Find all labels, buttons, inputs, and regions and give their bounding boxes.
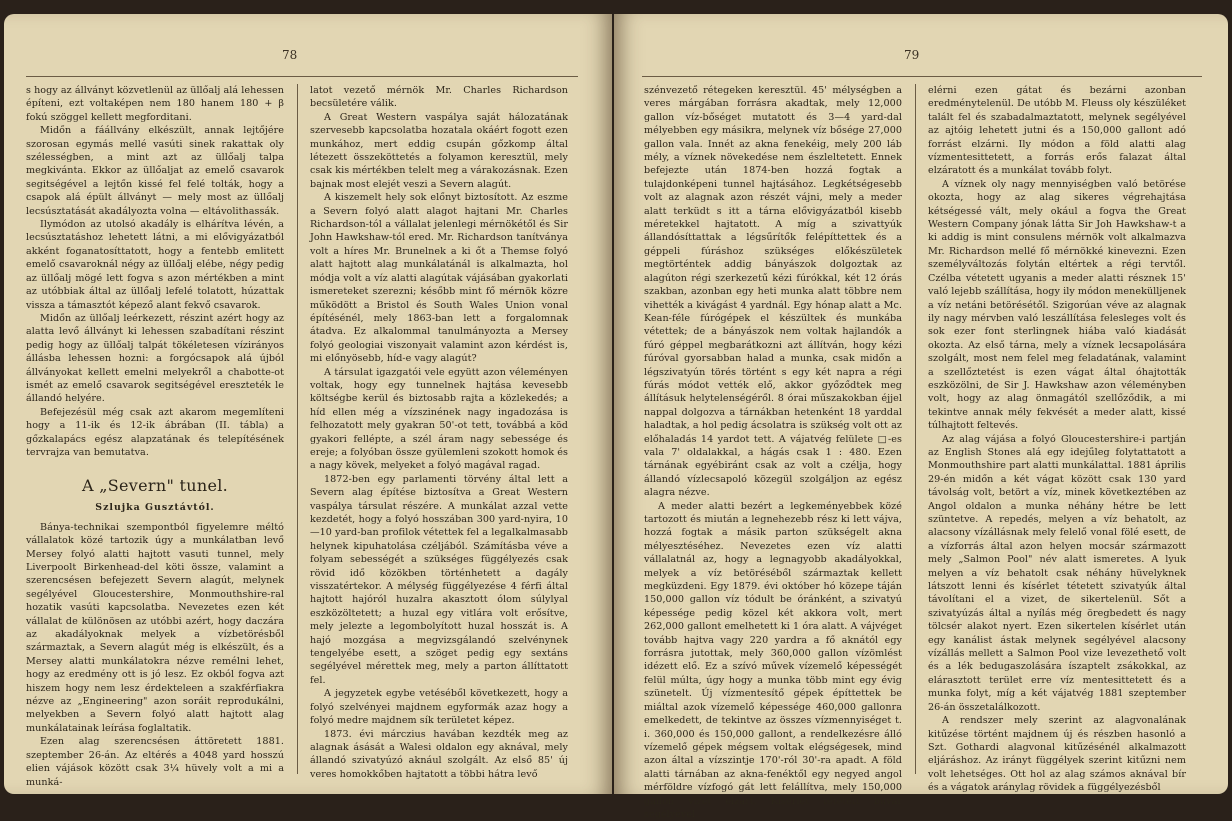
article-title: A „Severn" tunel. xyxy=(81,476,229,496)
paragraph: Midőn a fáállvány elkészült, annak lejtőjére szorosan egymás mellé vasúti sinek rakattak oly szélességben, a mint azt az üllőalj talpa megkivánta. Ekkor az üllőaljat az emelő csavarok segitségével a lejtőn kissé fel felé tolták, hogy a csapok alá épült állványt — mely most az üllőalj lecsúsztatását akadályozta volna — eltávolithassák. xyxy=(26,125,284,217)
paragraph: A jegyzetek egybe vetéséből következett, hogy a folyó szelvényei majdnem egyformák azaz hogy a folyó medre majdnem sík területet képez. xyxy=(310,688,568,727)
paragraph: Ezen alag szerencsésen áttöretett 1881. szeptember 26-án. Az eltérés a 4048 yard hosszú elien vájások között csak 3¼ hüvely volt a mi a munká- xyxy=(26,736,284,788)
paragraph: 1872-ben egy parlamenti törvény által lett a Severn alag építése biztosítva a Great Western vaspálya társulat részére. A munkálat azzal vette kezdetét, hogy a folyó hosszában 300 yard-nyira, 10—10 yard-ban profilok vétettek fel a legalkalmasabb helynek kipuhatolása czéljából. Számításba véve a folyam sebességét a szükséges függélyezés csak rövid idő közökben történhetett a dagály visszatértekor. A mélység függélyezése 4 férfi által hajtott hajóról huzalra akasztott ólom súlylyal eszközöltetett; a huzal egy vitlára volt erősítve, mely jelezte a legombolyított huzal hosszát is. A hajó mozgása a megvizsgálandó szelvénynek tengelyébe esett, a szöget pedig egy sextáns segélyével mérettek meg, mely a parton állíttatott fel. xyxy=(310,473,568,686)
paragraph: szénvezető rétegeken keresztül. 45' mélységben a veres márgában forrásra akadtak, mely 12,000 gallon víz-bőséget mutatott és 3—4 yard-dal mélyebben egy másikra, melynek víz bősége 27,000 gallon vala. Innét az akna fenekéig, mely 200 láb mély, a víznek növekedése nem észleltetett. Ennek befejezte után 1874-ben hozzá fogtak a tulajdonképeni tunnel hajtásához. Legkétségesebb volt az alagnak azon részét vájni, mely a meder alatt terküdt s itt a tárna elővigyázatból kisebb méretekkel hajtatott. A míg a szivattyúk állandósíttattak a légsűrítők felépíttettek és a géppeli fúráshoz szükséges előkészületek megtörténtek addig bányászok dolgoztak az alagúton régi szerkezetű kézi fúrókkal, két 12 órás szakban, azonban egy heti munka alatt többre nem vihették a kivágást 4 yardnál. Egy hónap alatt a Mc. Kean-féle fúrógépek el készültek és munkába vétettek; de a bányászok nem voltak hajlandók a fúró géppel megbarátkozni azt állítván, hogy kézi fúróval gyorsabban halad a munka, csak midőn a légszivatyún törés történt s egy két napra a régi fúrás módot vették elő, akkor győződtek meg állításuk helytelenségéről. 8 órai műszakokban éjjel nappal dolgozva a tárnákban hetenként 18 yarddal haladtak, a hol pedig ácsolatra is szükség volt ott az előhaladás 14 yardot tett. A vájatvég felülete □-es vala 7' oldalakkal, a hágás csak 1 : 480. Ezen tárnának egyébiránt csak az volt a czélja, hogy állandó vízlecsapoló közegül szolgáljon az egész alagra nézve. xyxy=(644,85,902,499)
paragraph: Midőn az üllőalj leérkezett, részint azért hogy az alatta levő állványt ki lehessen szabadítani részint pedig hogy az üllőalj talpát tökéletesen vízirányos állásba lehessen hozni: a forgócsapok alá újból állványokat kellett emelni melyekről a chabotte-ot ismét az emelő csavarok segitségével ereszteték le állandó helyére. xyxy=(26,312,284,405)
paragraph: A társulat igazgatói vele együtt azon véleményen voltak, hogy egy tunnelnek hajtása kevesebb költségbe kerül és biztosabb rajta a közlekedés; a híd ellen még a vízszinének nagy ingadozása is felhozatott mely gyakran 50'-ot tett, továbbá a köd gyakori fellépte, a szél áram nagy sebessége és ereje; a folyóban össze gyülemleni szokott homok és a nagy kövek, melyeket a folyó magával ragad. xyxy=(310,366,568,472)
paragraph: latot vezető mérnök Mr. Charles Richardson becsületére válik. xyxy=(310,85,568,110)
header-rule xyxy=(642,76,1202,77)
page-number-right: 79 xyxy=(904,48,920,62)
paragraph: Az alag vájása a folyó Gloucestershire-i partján az English Stones alá egy idejűleg folytattatott a Monmouthshire part alatti munkálattal. 1881 április 29-én midőn a két vágat között csak 130 yard távolság volt, betört a víz, minek következtében az Angol oldalon a munka néhány hétre be lett szüntetve. A repedés, melyen a víz behatolt, az alacsony vízállásnak mely felelő vonal fölé esett, de a vízforrás által azon helyen mocsár származott mely „Salmon Pool" név alatt ismeretes. A lyuk melyen a víz behatolt csak néhány hüvelyknek látszott lenni és kísérlet tétetett szivatyúk által távolítani el a vizet, de sikertelenül. Sőt a szivatyúzás által a nyílás még öregbedett és nagy tölcsér alakot nyert. Ezen sikertelen kísérlet után egy kanálist ástak melynek segélyével alacsony vízállás mellett a Salmon Pool vize levezethető volt és a lék bedugaszolására íszaptelt zsákokkal, az elárasztott terület erre víz mentesittetett és a munka folyt, míg a két vájatvég 1881 szeptember 26-án összetalálkozott. xyxy=(928,433,1186,713)
paragraph: Ilymódon az utolsó akadály is elhárítva lévén, a lecsúsztatáshoz lehetett látni, a mi elővigyázatból akként foganatosíttatott, hogy a fentebb emlitett emelő csavaroknál négy az üllőalj elébe, négy pedig az üllőalj mögé lett fogva s azon mértékben a mint az utóbbiak által az üllőalj lefelé tolatott, húzattak vissza a támasztót képező alant fekvő csavarok. xyxy=(26,219,284,311)
page-number-left: 78 xyxy=(282,48,298,62)
right-page xyxy=(614,14,1228,820)
article-author: Szlujka Gusztávtól. xyxy=(95,502,215,514)
left-page xyxy=(4,14,612,794)
right-column-1 xyxy=(644,84,902,821)
paragraph: A rendszer mely szerint az alagvonalának kitűzése történt majdnem új és részben hasonló a Szt. Gothardi alagvonal kitűzésénél alkalmazott eljáráshoz. Az irányt függélyek szerint kitűzni nem volt lehetséges. Ott hol az alag számos aknával bír és a vágatok aránylag rövidek a függélyezésből xyxy=(928,715,1186,794)
left-column-2 xyxy=(310,84,568,781)
paragraph: Bánya-technikai szempontból figyelemre méltó vállalatok közé tartozik úgy a munkálatban levő Mersey folyó alatti hajtott vasuti tunnel, mely Liverpoolt Birkenhead-del köti össze, valamint a szerencsésen befejezett Severn alagút, melynek segélyével Gloucestershire, Monmouthshire-ral hozatik vasúti kapcsolatba. Nevezetes ezen két vállalat de különösen az utóbbi azért, hogy daczára az akadályoknak melyek a vízbetörésből származtak, a Severn alagút még is elkészült, és a Mersey alatti munkálatokra nézve remélni lehet, hogy az eredmény ott is jó lesz. Ez okból fogva azt hiszem hogy nem lesz érdekteleen a szakférfiakra nézve az „Engineering" azon soráit reprodukálni, melyekben a Severn folyó alatt hajtott alag munkálatainak leírása foglaltatik. xyxy=(26,521,284,734)
column-divider xyxy=(297,84,298,774)
header-rule xyxy=(26,76,578,77)
paragraph: A Great Western vaspálya saját hálozatának szervesebb kapcsolatba hozatala okáért fogott ezen munkához, mert eddig csupán gőzkomp által létezett összeköttetés a folyamon keresztül, mely csak kis mértékben telelt meg a várakozásnak. Ezen bajnak most elejét veszi a Severn alagút. xyxy=(310,111,568,190)
right-column-2 xyxy=(928,84,1186,795)
paragraph: Befejezésül még csak azt akarom megemlíteni hogy a 11-ik és 12-ik ábrában (II. tábla) a gőzkalapács egész alapzatának és telepítésének tervrajza van bemutatva. xyxy=(26,406,284,458)
paragraph: s hogy az állványt közvetlenül az üllőalj alá lehessen építeni, ezt voltaképen nem 180 hanem 180 + β fokú szöggel kellett megforditani. xyxy=(26,85,284,123)
paragraph: A meder alatti bezért a legkeményebbek közé tartozott és miután a legnehezebb rész ki lett vájva, hozzá fogtak a másik parton szükségelt akna mélyesztéséhez. Nevezetes ezen víz alatti vállalatnál az, hogy a legnagyobb akadályokkal, melyek a víz betöréséből származtak kellett megküzdeni. Egy 1879. évi október hó közepe táján 150,000 gallon víz tódult be óránként, a szivatyú képessége pedig közel két akkora volt, mert 262,000 gallont emelhetett ki 1 óra alatt. A vájvéget tovább hajtva vagy 220 yardra a fő aknától egy forrásra jutottak, mely 360,000 gallon vízömlést idézett elő. Ez a szívó művek vízemelő képességét felül múlta, úgy hogy a munka több mint egy évig szünetelt. Új vízmentesítő gépek építtettek be miáltal azok vízemelő képessége 460,000 gallonra emelkedett, de tekintve az összes vízmennyiséget t. i. 360,000 és 150,000 gallont, a rendelkezésre álló vízemelő gépek mégsem voltak elégségesek, mind azon által a vízszintje 170'-ról 30'-ra apadt. A föld alatti tárnában az akna-fenéktől egy negyed angol mérföldre vízfogó gát lett felállítva, mely 150,000 gallon vizet elzárt. Kisérlet tétetett buvár segélyével xyxy=(644,500,902,820)
left-column-1 xyxy=(26,84,284,789)
paragraph: 1873. évi márczius havában kezdték meg az alagnak ásását a Walesi oldalon egy aknával, mely állandó szivatyúzó aknául szolgált. Az első 85' új veres homokkőben hajtatott a többi hátra levő xyxy=(310,728,568,780)
paragraph: A víznek oly nagy mennyiségben való betörése okozta, hogy az alag sikeres végrehajtása kétségessé vált, mely okául a fogva the Great Western Company jónak látta Sir Joh Hawkshaw-t a ki addig is mint consulens mérnök volt alkalmazva Mr. Richardson mellé fő mérnökké kinevezni. Ezen személyváltozás folytán eltértek a régi tervtől. Czélba vétetett ugyanis a meder alatti résznek 15' való lejebb szállítása, hogy ily módon menekülljenek a víz netáni betörésétől. Szigorúan véve az alagnak ily nagy mérvben való leszállítása felesleges volt és sok ezer font sterlingnek hiába való kiadását okozta. Az első tárna, mely a víznek lecsapolására szolgált, most nem felel meg feladatának, valamint a szellőztetést is ezen vágat által óhajtották eszközölni, de Sir J. Hawkshaw azon véleményben volt, hogy az alag önmagától szellőződik, a mi tekintve annak mély fekvését a meder alatt, kissé túlhajtott feltevés. xyxy=(928,178,1186,432)
column-divider xyxy=(915,84,916,774)
paragraph: A kiszemelt hely sok előnyt biztosított. Az eszme a Severn folyó alatt alagot hajtani Mr. Charles Richardson-tól a vállalat jelenlegi mérnökétől és Sir John Hawkshaw-tól ered. Mr. Richardson tanítványa volt a híres Mr. Brunelnek a ki őt a Themse folyó alatt hajtott alag munkálatánál is alkalmazta, hol módja volt a víz alatti alagútak vájásában gyakorlati ismereteket szerezni; később mint fő mérnök közre működött a Bristol és South Wales Union vonal építésénél, mely 1863-ban lett a forgalomnak átadva. Ez alkalommal tanulmányozta a Mersey folyó geologiai viszonyait valamint azon kérdést is, mi előnyösebb, híd-e vagy alagút? xyxy=(310,192,568,365)
paragraph: elérni ezen gátat és bezárni azonban eredménytelenül. De utóbb M. Fleuss oly készüléket talált fel és szabadalmaztatott, melynek segélyével az ajtóig lehetett jutni és a 150,000 gallont adó forrást elzárni. Ily módon a föld alatti alag vízmentesittetett, a forrás erős falazat által elzáratott és a munkálat tovább folyt. xyxy=(928,85,1186,177)
